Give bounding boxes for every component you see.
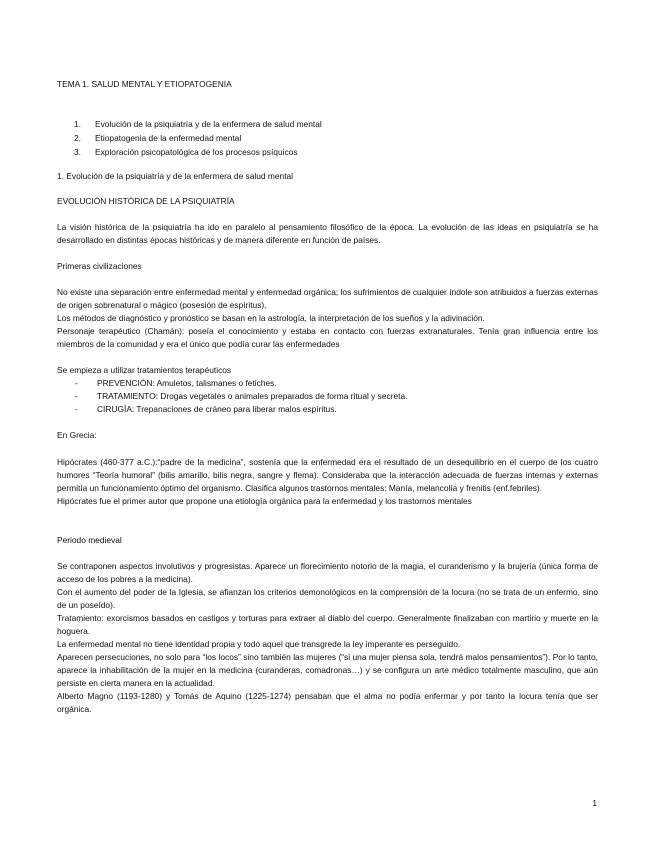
paragraph: Los métodos de diagnóstico y pronóstico se basan en la astrología, la interpretación de los sueños y la adivinación. [57,313,485,323]
medieval-heading: Periodo medieval [57,535,122,545]
toc-item [57,131,322,145]
grecia-body [57,456,598,508]
list-item-text: TRATAMIENTO: Drogas vegetales o animales preparados de forma ritual y secreta. [97,391,408,401]
intro-paragraph: La visión histórica de la psiquiatría ha ido en paralelo al pensamiento filosófico de la época. La evolución de las ideas en psiquiatría se ha desarrollado en distintas épocas históricas y de manera diferente en función de países. [57,222,598,245]
sub-heading: EVOLUCIÓN HISTÓRICA DE LA PSIQUIATRÍA [57,196,235,206]
table-of-contents [57,117,322,159]
toc-item [57,145,322,159]
medieval-body [57,560,598,716]
toc-number: 1. [74,119,81,129]
document-title: TEMA 1. SALUD MENTAL Y ETIOPATOGENIA [57,79,232,89]
paragraph: Personaje terapéutico (Chamán): poseía el conocimiento y estaba en contacto con fuerzas extranaturales. Tenía gran influencia entre los miembros de la comunidad y era el único que podía curar las enfermedades [57,326,598,349]
paragraph: Se contraponen aspectos involutivos y progresistas. Aparece un florecimiento notorio de la magia, el curanderismo y la brujería (única forma de acceso de los pobres a la medicina). [57,561,598,584]
toc-text: Etiopatogenia de la enfermedad mental [95,133,242,143]
toc-text: Evolución de la psiquiatría y de la enfermera de salud mental [95,119,322,129]
toc-text: Exploración psicopatológica de los procesos psíquicos [95,147,298,157]
paragraph: Tratamiento: exorcismos basados en castigos y torturas para extraer al diablo del cuerpo. Generalmente finalizaban con martirio y muerte en la hoguera. [57,613,598,636]
list-item-text: CIRUGÍA: Trepanaciones de cráneo para liberar malos espíritus. [97,404,337,414]
toc-number: 3. [74,147,81,157]
paragraph: Aparecen persecuciones, no solo para “los locos” sino también las mujeres (“si una mujer piensa sola, tendrá malos pensamientos”). Por lo tanto, aparece la inhabilitación de la mujer en la medicina (curanderas, comadronas…) y se configura un arte médico totalmente masculino, que aún persiste en cierta manera en la actualidad. [57,652,598,688]
paragraph: Hipócrates fue el primer autor que propone una etiología orgánica para la enfermedad y los trastornos mentales [57,496,472,506]
paragraph: No existe una separación entre enfermedad mental y enfermedad orgánica; los sufrimientos de cualquier índole son atribuidos a fuerzas externas de origen sobrenatural o mágico (posesión de espíritus). [57,287,598,310]
page-number: 1 [592,798,597,808]
list-item [57,390,598,403]
primeras-body [57,286,598,351]
list-item [57,403,598,416]
list-item [57,377,598,390]
toc-item [57,117,322,131]
treatment-list [57,377,598,416]
bullet: - [75,378,78,388]
paragraph: Alberto Magno (1193-1280) y Tomás de Aquino (1225-1274) pensaban que el alma no podía enfermar y por tanto la locura tenía que ser orgánica. [57,691,598,714]
paragraph: Hipócrates (460-377 a.C.):“padre de la medicina”, sostenía que la enfermedad era el resultado de un desequilibrio en el cuerpo de los cuatro humores “Teoría humoral” (bilis amarillo, bilis negra, sangre y flema). Consideraba que la interacción adecuada de fuerzas internas y externas permitía un funcionamiento óptimo del organismo. Clasifica algunos trastornos mentales: Manía, melancolía y frenitis (enf.febriles). [57,457,598,493]
tratamientos-block [57,364,598,416]
paragraph: Se empieza a utilizar tratamientos terapéuticos [57,365,232,375]
paragraph: Con el aumento del poder de la Iglesia, se afianzan los criterios demonológicos en la comprensión de la locura (no se trata de un enfermo, sino de un poseído). [57,587,598,610]
bullet: - [75,404,78,414]
bullet: - [75,391,78,401]
section-heading: 1. Evolución de la psiquiatría y de la enfermera de salud mental [57,171,294,181]
list-item-text: PREVENCIÓN: Amuletos, talismanes o fetiches. [97,378,277,388]
grecia-heading: En Grecia: [57,430,97,440]
toc-number: 2. [74,133,81,143]
primeras-heading: Primeras civilizaciones [57,261,142,271]
paragraph: La enfermedad mental no tiene identidad propia y todo aquel que transgrede la ley imperante es perseguido. [57,639,461,649]
